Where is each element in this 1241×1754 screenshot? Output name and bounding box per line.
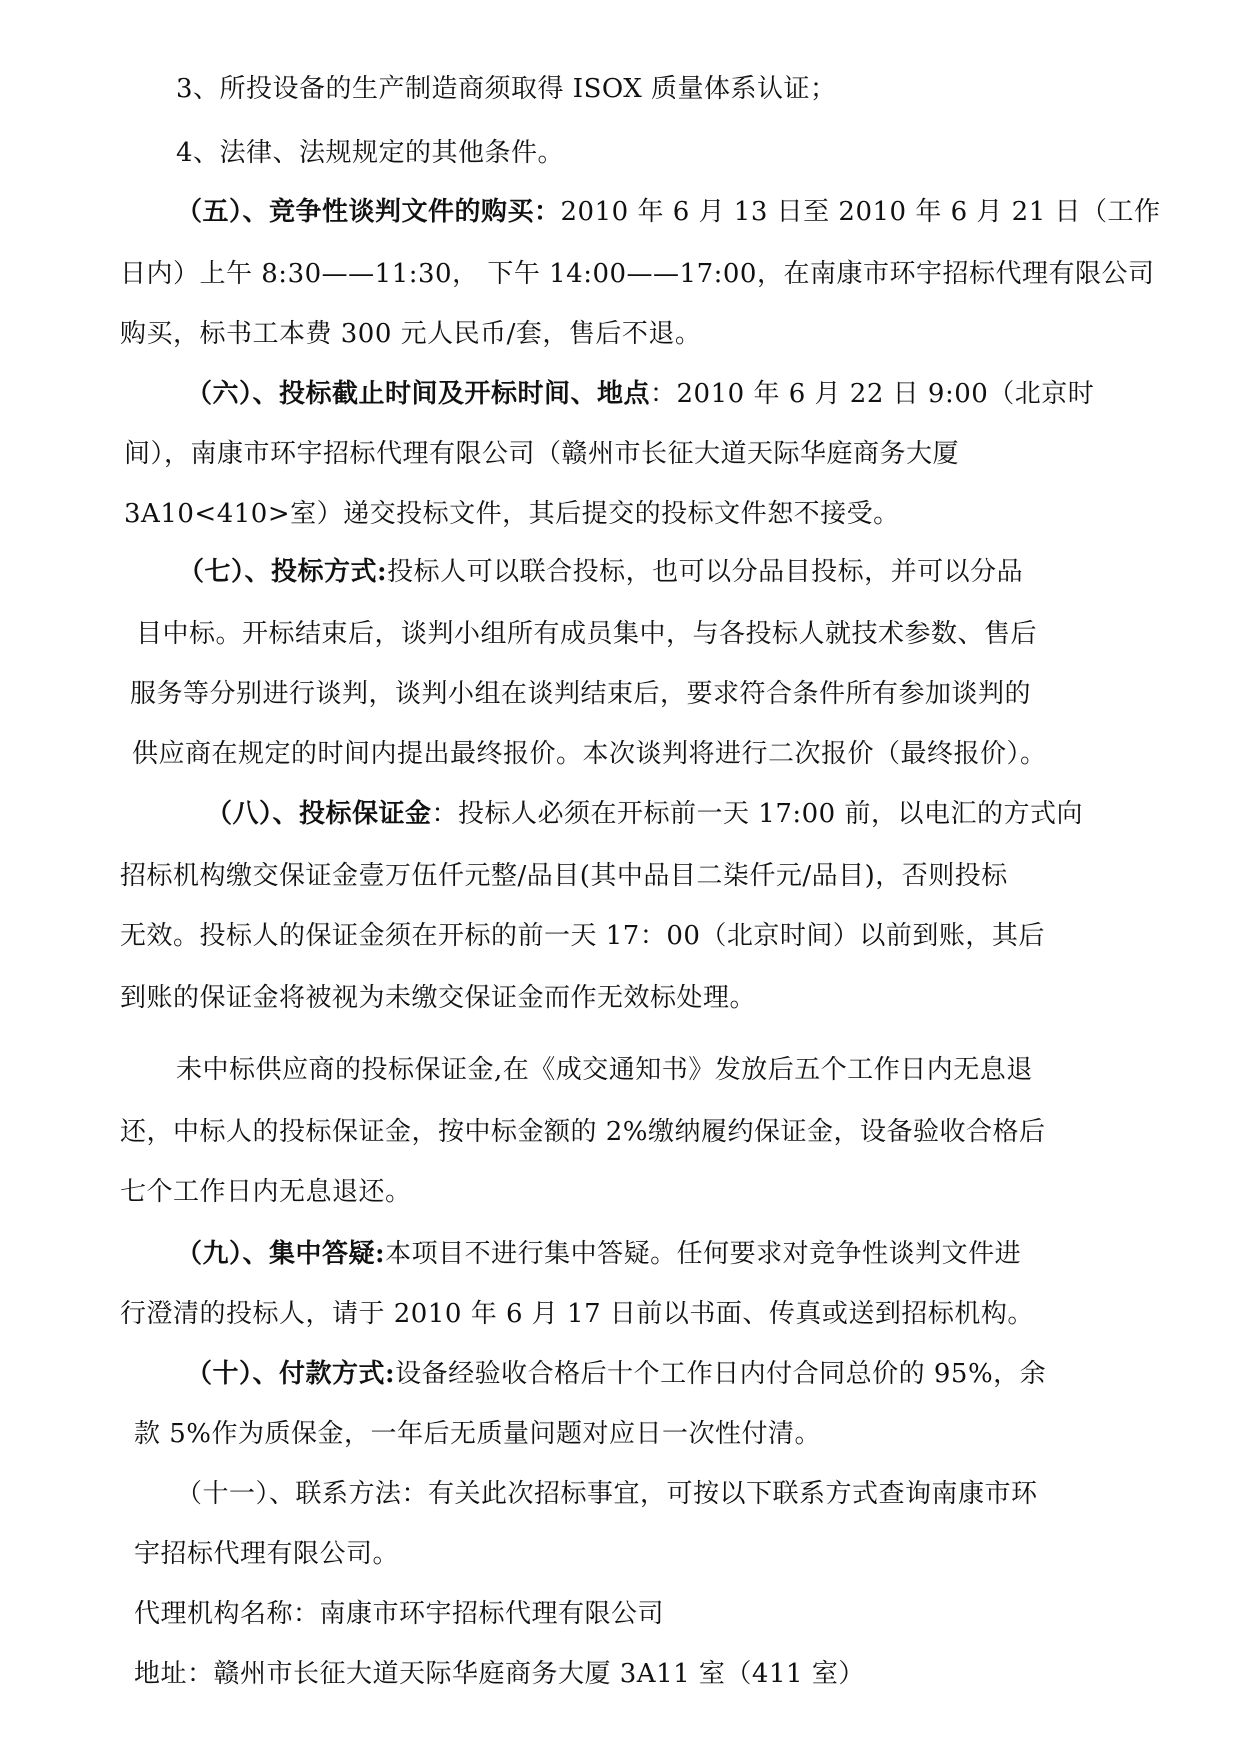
section-8-line-3: 无效。投标人的保证金须在开标的前一天 17：00（北京时间）以前到账，其后 (120, 921, 1045, 951)
section-7-line-2: 目中标。开标结束后，谈判小组所有成员集中，与各投标人就技术参数、售后 (136, 619, 1038, 649)
section-5-text: 2010 年 6 月 13 日至 2010 年 6 月 21 日（工作 (560, 197, 1161, 227)
section-6-line-3: 3A10<410>室）递交投标文件，其后提交的投标文件恕不接受。 (124, 499, 900, 529)
section-7-line-1 (178, 554, 1023, 590)
section-8-line-2: 招标机构缴交保证金壹万伍仟元整/品目(其中品目二柒仟元/品目)，否则投标 (120, 861, 1008, 891)
agency-name: 代理机构名称：南康市环宇招标代理有限公司 (134, 1599, 665, 1629)
section-10-line-1 (186, 1356, 1046, 1392)
section-9-line-2: 行澄清的投标人，请于 2010 年 6 月 17 日前以书面、传真或送到招标机构。 (120, 1299, 1034, 1329)
section-7-text: 投标人可以联合投标，也可以分品目投标，并可以分品 (387, 557, 1024, 587)
section-10-line-2: 款 5%作为质保金，一年后无质量问题对应日一次性付清。 (134, 1419, 822, 1449)
section-5-heading: （五）、竞争性谈判文件的购买： (176, 197, 561, 227)
section-6-heading: （六）、投标截止时间及开标时间、地点 (186, 379, 651, 409)
section-5-line-3: 购买，标书工本费 300 元人民币/套，售后不退。 (120, 319, 702, 349)
section-8-line-1 (206, 796, 1083, 832)
section-9-heading: （九）、集中答疑: (176, 1239, 386, 1269)
section-7-line-3: 服务等分别进行谈判，谈判小组在谈判结束后，要求符合条件所有参加谈判的 (130, 679, 1032, 709)
section-10-heading: （十）、付款方式: (186, 1359, 396, 1389)
agency-address: 地址：赣州市长征大道天际华庭商务大厦 3A11 室（411 室） (134, 1659, 865, 1689)
section-9-line-1 (176, 1236, 1021, 1272)
section-11-line-2: 宇招标代理有限公司。 (134, 1539, 400, 1569)
section-6-line-1 (186, 376, 1094, 412)
section-8-heading: （八）、投标保证金 (206, 799, 432, 829)
refund-line-3: 七个工作日内无息退还。 (120, 1177, 412, 1207)
section-5-line-1 (176, 194, 1161, 230)
section-11-line-1: （十一）、联系方法：有关此次招标事宜，可按以下联系方式查询南康市环 (176, 1479, 1038, 1509)
section-5-line-2: 日内）上午 8:30——11:30， 下午 14:00——17:00，在南康市环宇招标代理有限公司 (120, 259, 1155, 289)
section-10-text: 设备经验收合格后十个工作日内付合同总价的 95%，余 (395, 1359, 1047, 1389)
section-8-text: ：投标人必须在开标前一天 17:00 前，以电汇的方式向 (431, 799, 1083, 829)
condition-3: 3、所投设备的生产制造商须取得 ISOX 质量体系认证； (176, 74, 837, 104)
refund-line-2: 还，中标人的投标保证金，按中标金额的 2%缴纳履约保证金，设备验收合格后 (120, 1117, 1046, 1147)
section-7-line-4: 供应商在规定的时间内提出最终报价。本次谈判将进行二次报价（最终报价）。 (132, 739, 1047, 769)
section-6-text: ：2010 年 6 月 22 日 9:00（北京时 (650, 379, 1095, 409)
condition-4: 4、法律、法规规定的其他条件。 (176, 138, 565, 168)
section-6-line-2: 间），南康市环宇招标代理有限公司（赣州市长征大道天际华庭商务大厦 (124, 439, 960, 469)
section-8-line-4: 到账的保证金将被视为未缴交保证金而作无效标处理。 (120, 983, 757, 1013)
section-9-text: 本项目不进行集中答疑。任何要求对竞争性谈判文件进 (385, 1239, 1022, 1269)
refund-line-1: 未中标供应商的投标保证金,在《成交通知书》发放后五个工作日内无息退 (176, 1055, 1033, 1085)
section-7-heading: （七）、投标方式: (178, 557, 388, 587)
